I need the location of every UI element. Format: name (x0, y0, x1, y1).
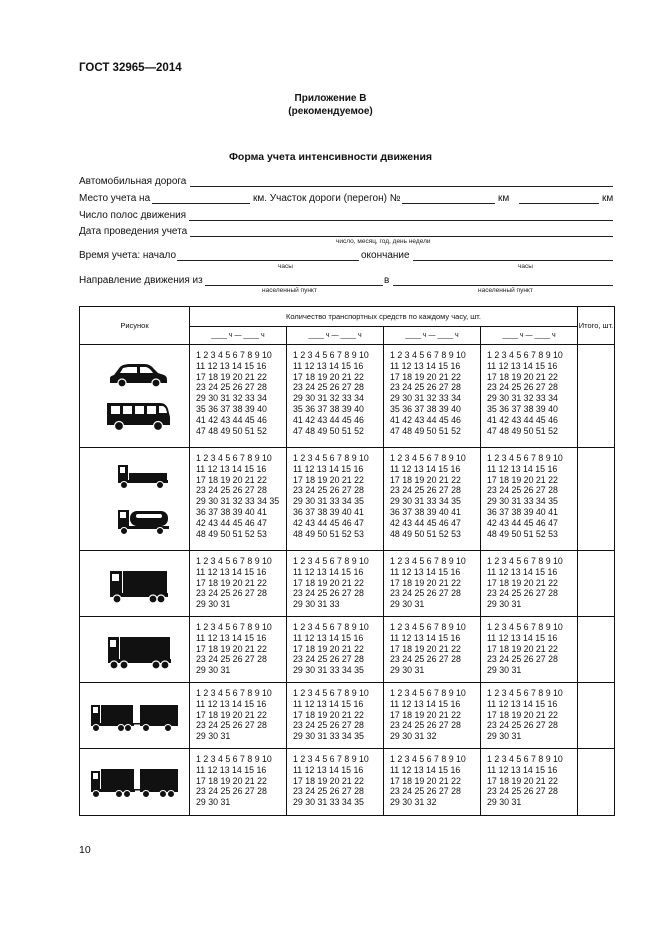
direction-from-label: Направление движения из (79, 275, 203, 286)
count-line: 11 12 13 14 15 16 (196, 632, 267, 643)
count-line: 23 24 25 26 27 28 (293, 654, 364, 665)
lanes-field[interactable] (189, 210, 613, 221)
count-line: 23 24 25 26 27 28 (487, 720, 558, 731)
count-line: 29 30 31 (390, 599, 425, 610)
light-truck-and-tanker-icon (90, 448, 180, 548)
count-line: 17 18 19 20 21 22 (293, 643, 364, 654)
count-line: 23 24 25 26 27 28 (390, 382, 461, 393)
count-line: 23 24 25 26 27 28 (487, 654, 558, 665)
col-total-header: Итого, шт. (578, 307, 615, 345)
vehicle-cell (80, 551, 190, 617)
count-grid[interactable] (481, 749, 577, 808)
count-line: 11 12 13 14 15 16 (196, 463, 267, 474)
count-line: 48 49 50 51 52 53 (487, 528, 558, 539)
count-line: 17 18 19 20 21 22 (390, 474, 461, 485)
count-line: 11 12 13 14 15 16 (487, 566, 558, 577)
count-grid[interactable] (384, 749, 480, 808)
count-line: 1 2 3 4 5 6 7 8 9 10 (487, 556, 563, 566)
truck-with-trailer-icon (85, 683, 185, 747)
count-line: 36 37 38 39 40 41 (196, 506, 267, 517)
count-grid[interactable] (384, 345, 480, 436)
segment-number-field[interactable] (402, 193, 495, 204)
table-row (80, 683, 615, 749)
time-end-caption: часы (518, 263, 533, 270)
count-grid[interactable] (481, 617, 577, 676)
count-cell[interactable] (190, 683, 287, 749)
date-field[interactable] (190, 226, 613, 237)
count-grid[interactable] (481, 551, 577, 610)
count-line: 23 24 25 26 27 28 (293, 786, 364, 797)
count-line: 1 2 3 4 5 6 7 8 9 10 (487, 350, 563, 360)
count-cell[interactable] (287, 345, 384, 448)
count-line: 29 30 31 33 34 35 (293, 496, 364, 507)
count-cell[interactable] (287, 749, 384, 816)
count-line: 11 12 13 14 15 16 (390, 463, 461, 474)
time-end-label: окончание (361, 250, 410, 261)
count-grid[interactable] (384, 683, 480, 742)
car-and-minibus-icon (90, 345, 180, 445)
count-line: 11 12 13 14 15 16 (390, 632, 461, 643)
count-line: 1 2 3 4 5 6 7 8 9 10 (196, 754, 272, 764)
count-line: 17 18 19 20 21 22 (390, 775, 461, 786)
count-line: 47 48 49 50 51 52 (390, 425, 461, 436)
date-label: Дата проведения учета (79, 226, 188, 237)
count-line: 11 12 13 14 15 16 (487, 698, 558, 709)
count-line: 36 37 38 39 40 41 (293, 506, 364, 517)
count-grid[interactable] (287, 683, 383, 742)
count-line: 1 2 3 4 5 6 7 8 9 10 (487, 622, 563, 632)
count-grid[interactable] (190, 683, 286, 742)
count-line: 17 18 19 20 21 22 (196, 371, 267, 382)
count-line: 23 24 25 26 27 28 (293, 588, 364, 599)
count-line: 11 12 13 14 15 16 (293, 632, 364, 643)
count-line: 1 2 3 4 5 6 7 8 9 10 (293, 350, 369, 360)
count-line: 23 24 25 26 27 28 (390, 588, 461, 599)
count-line: 36 37 38 39 40 41 (390, 506, 461, 517)
col-picture-header: Рисунок (80, 307, 190, 345)
count-line: 35 36 37 38 39 40 (390, 403, 461, 414)
count-line: 1 2 3 4 5 6 7 8 9 10 (390, 556, 466, 566)
col-count-header: Количество транспортных средств по каждому часу, шт. (190, 307, 578, 327)
count-line: 47 48 49 50 51 52 (487, 425, 558, 436)
place-row (79, 193, 614, 206)
vehicle-cell (80, 345, 190, 448)
total-cell[interactable] (578, 345, 615, 448)
count-line: 17 18 19 20 21 22 (293, 474, 364, 485)
table-row (80, 749, 615, 816)
count-line: 11 12 13 14 15 16 (390, 360, 461, 371)
count-line: 17 18 19 20 21 22 (196, 709, 267, 720)
count-line: 11 12 13 14 15 16 (390, 764, 461, 775)
count-line: 23 24 25 26 27 28 (293, 485, 364, 496)
count-line: 29 30 31 32 33 34 (196, 393, 267, 404)
time-start-label: Время учета: начало (79, 250, 177, 261)
count-line: 23 24 25 26 27 28 (390, 654, 461, 665)
km-label-1: км (498, 193, 510, 204)
count-line: 11 12 13 14 15 16 (390, 566, 461, 577)
count-line: 17 18 19 20 21 22 (196, 775, 267, 786)
vehicle-cell (80, 683, 190, 749)
count-cell[interactable] (287, 683, 384, 749)
date-caption: число, месяц, год, день недели (336, 238, 431, 245)
count-line: 1 2 3 4 5 6 7 8 9 10 (293, 622, 369, 632)
count-line: 29 30 31 33 34 35 (293, 731, 364, 742)
direction-to-field[interactable] (393, 275, 613, 286)
time-start-field[interactable] (177, 250, 359, 261)
heavy-truck-icon (90, 617, 180, 681)
count-line: 23 24 25 26 27 28 (196, 654, 267, 665)
lanes-label: Число полос движения (79, 210, 187, 221)
count-grid[interactable] (384, 551, 480, 610)
count-line: 17 18 19 20 21 22 (390, 643, 461, 654)
count-line: 11 12 13 14 15 16 (293, 764, 364, 775)
direction-to-label: в (384, 275, 390, 286)
count-cell[interactable] (190, 617, 287, 683)
count-cell[interactable] (481, 448, 578, 551)
count-grid[interactable] (287, 749, 383, 808)
count-line: 42 43 44 45 46 47 (487, 517, 558, 528)
segment-label: км. Участок дороги (перегон) № (253, 193, 401, 204)
count-line: 1 2 3 4 5 6 7 8 9 10 (196, 688, 272, 698)
count-line: 29 30 31 (196, 797, 231, 808)
count-cell[interactable] (481, 617, 578, 683)
count-line: 29 30 31 32 33 34 (487, 393, 558, 404)
standard-header: ГОСТ 32965—2014 (79, 62, 182, 74)
count-line: 29 30 31 33 34 35 (487, 496, 558, 507)
count-table (79, 306, 615, 816)
medium-truck-icon (90, 551, 180, 615)
count-line: 41 42 43 44 45 46 (196, 414, 267, 425)
count-line: 23 24 25 26 27 28 (293, 382, 364, 393)
from-settlement-caption: населенный пункт (262, 287, 317, 294)
count-line: 17 18 19 20 21 22 (196, 643, 267, 654)
count-line: 29 30 31 (196, 665, 231, 676)
to-settlement-caption: населенный пункт (478, 287, 533, 294)
vehicle-cell (80, 448, 190, 551)
count-cell[interactable] (384, 448, 481, 551)
count-cell[interactable] (384, 683, 481, 749)
count-line: 11 12 13 14 15 16 (196, 764, 267, 775)
count-line: 17 18 19 20 21 22 (293, 709, 364, 720)
count-line: 29 30 31 (390, 665, 425, 676)
page-number: 10 (79, 844, 91, 856)
count-grid[interactable] (287, 617, 383, 676)
hour-slot-2[interactable]: ____ ч — ____ ч (287, 327, 384, 345)
count-line: 11 12 13 14 15 16 (293, 463, 364, 474)
count-line: 1 2 3 4 5 6 7 8 9 10 (196, 350, 272, 360)
count-cell[interactable] (190, 345, 287, 448)
count-line: 41 42 43 44 45 46 (390, 414, 461, 425)
count-line: 17 18 19 20 21 22 (487, 474, 558, 485)
total-cell[interactable] (578, 617, 615, 683)
count-line: 1 2 3 4 5 6 7 8 9 10 (293, 754, 369, 764)
count-grid[interactable] (481, 683, 577, 742)
count-line: 48 49 50 51 52 53 (390, 528, 461, 539)
form-title: Форма учета интенсивности движения (228, 151, 433, 163)
count-grid[interactable] (190, 448, 286, 539)
count-line: 23 24 25 26 27 28 (487, 382, 558, 393)
count-line: 11 12 13 14 15 16 (487, 764, 558, 775)
count-cell[interactable] (384, 617, 481, 683)
appendix-title: Приложение В (294, 93, 367, 104)
count-line: 23 24 25 26 27 28 (196, 786, 267, 797)
place-km-field[interactable] (152, 193, 250, 204)
count-line: 29 30 31 (196, 599, 231, 610)
table-row (80, 448, 615, 551)
count-cell[interactable] (384, 749, 481, 816)
total-cell[interactable] (578, 683, 615, 749)
count-line: 41 42 43 44 45 46 (487, 414, 558, 425)
count-line: 42 43 44 45 46 47 (390, 517, 461, 528)
table-row (80, 345, 615, 448)
count-line: 17 18 19 20 21 22 (293, 577, 364, 588)
count-line: 11 12 13 14 15 16 (293, 566, 364, 577)
count-line: 1 2 3 4 5 6 7 8 9 10 (390, 754, 466, 764)
count-line: 17 18 19 20 21 22 (487, 775, 558, 786)
segment-km-field[interactable] (519, 193, 599, 204)
count-line: 23 24 25 26 27 28 (487, 786, 558, 797)
count-cell[interactable] (287, 551, 384, 617)
count-line: 17 18 19 20 21 22 (487, 371, 558, 382)
count-line: 11 12 13 14 15 16 (487, 463, 558, 474)
count-cell[interactable] (481, 345, 578, 448)
count-line: 29 30 31 33 34 35 (390, 496, 461, 507)
count-line: 47 48 49 50 51 52 (293, 425, 364, 436)
count-line: 42 43 44 45 46 47 (196, 517, 267, 528)
count-grid[interactable] (384, 617, 480, 676)
count-line: 29 30 31 32 (390, 731, 437, 742)
count-line: 47 48 49 50 51 52 (196, 425, 267, 436)
road-field[interactable] (190, 176, 613, 187)
total-cell[interactable] (578, 448, 615, 551)
road-train-icon (85, 749, 185, 813)
road-row (79, 176, 614, 189)
count-line: 29 30 31 33 34 35 (293, 797, 364, 808)
count-line: 29 30 31 32 33 34 (390, 393, 461, 404)
total-cell[interactable] (578, 551, 615, 617)
count-grid[interactable] (190, 749, 286, 808)
count-line: 11 12 13 14 15 16 (196, 698, 267, 709)
count-grid[interactable] (190, 617, 286, 676)
count-cell[interactable] (384, 345, 481, 448)
count-line: 29 30 31 32 33 34 35 (196, 496, 280, 507)
place-label: Место учета на (79, 193, 151, 204)
count-line: 42 43 44 45 46 47 (293, 517, 364, 528)
count-line: 17 18 19 20 21 22 (390, 709, 461, 720)
hour-slot-3[interactable]: ____ ч — ____ ч (384, 327, 481, 345)
count-grid[interactable] (287, 448, 383, 539)
count-line: 1 2 3 4 5 6 7 8 9 10 (196, 622, 272, 632)
count-line: 48 49 50 51 52 53 (293, 528, 364, 539)
count-grid[interactable] (481, 448, 577, 539)
count-grid[interactable] (384, 448, 480, 539)
count-line: 29 30 31 33 (293, 599, 340, 610)
count-line: 29 30 31 32 (390, 797, 437, 808)
count-line: 1 2 3 4 5 6 7 8 9 10 (293, 688, 369, 698)
count-line: 48 49 50 51 52 53 (196, 528, 267, 539)
count-line: 29 30 31 32 33 34 (293, 393, 364, 404)
count-line: 11 12 13 14 15 16 (293, 360, 364, 371)
direction-from-field[interactable] (205, 275, 383, 286)
count-line: 29 30 31 (487, 599, 522, 610)
hour-slot-4[interactable]: ____ ч — ____ ч (481, 327, 578, 345)
count-grid[interactable] (287, 345, 383, 436)
count-line: 1 2 3 4 5 6 7 8 9 10 (293, 453, 369, 463)
count-grid[interactable] (481, 345, 577, 436)
count-line: 17 18 19 20 21 22 (487, 643, 558, 654)
vehicle-cell (80, 617, 190, 683)
count-line: 23 24 25 26 27 28 (196, 485, 267, 496)
count-line: 11 12 13 14 15 16 (196, 360, 267, 371)
time-start-caption: часы (278, 263, 293, 270)
count-cell[interactable] (287, 617, 384, 683)
count-line: 1 2 3 4 5 6 7 8 9 10 (487, 688, 563, 698)
hour-slot-1[interactable]: ____ ч — ____ ч (190, 327, 287, 345)
count-line: 1 2 3 4 5 6 7 8 9 10 (390, 453, 466, 463)
count-line: 1 2 3 4 5 6 7 8 9 10 (196, 556, 272, 566)
count-line: 41 42 43 44 45 46 (293, 414, 364, 425)
count-cell[interactable] (384, 551, 481, 617)
count-cell[interactable] (481, 551, 578, 617)
count-line: 17 18 19 20 21 22 (293, 775, 364, 786)
count-line: 36 37 38 39 40 41 (487, 506, 558, 517)
count-grid[interactable] (190, 551, 286, 610)
km-label-2: км (602, 193, 614, 204)
count-line: 11 12 13 14 15 16 (487, 632, 558, 643)
road-label: Автомобильная дорога (79, 176, 187, 187)
count-line: 17 18 19 20 21 22 (487, 577, 558, 588)
count-line: 11 12 13 14 15 16 (196, 566, 267, 577)
count-line: 11 12 13 14 15 16 (487, 360, 558, 371)
count-line: 23 24 25 26 27 28 (390, 720, 461, 731)
count-line: 17 18 19 20 21 22 (196, 474, 267, 485)
count-line: 17 18 19 20 21 22 (390, 577, 461, 588)
count-line: 23 24 25 26 27 28 (390, 485, 461, 496)
count-line: 1 2 3 4 5 6 7 8 9 10 (390, 350, 466, 360)
table-row (80, 617, 615, 683)
appendix-note: (рекомендуемое) (288, 106, 373, 117)
lanes-row (79, 210, 614, 223)
count-line: 29 30 31 (487, 797, 522, 808)
count-line: 23 24 25 26 27 28 (196, 588, 267, 599)
count-cell[interactable] (190, 551, 287, 617)
count-line: 23 24 25 26 27 28 (196, 382, 267, 393)
count-line: 23 24 25 26 27 28 (487, 588, 558, 599)
count-line: 1 2 3 4 5 6 7 8 9 10 (487, 453, 563, 463)
vehicle-cell (80, 749, 190, 816)
count-line: 17 18 19 20 21 22 (390, 371, 461, 382)
count-line: 29 30 31 (196, 731, 231, 742)
count-line: 29 30 31 33 34 35 (293, 665, 364, 676)
count-grid[interactable] (287, 551, 383, 610)
count-cell[interactable] (190, 749, 287, 816)
count-line: 29 30 31 (487, 665, 522, 676)
count-line: 1 2 3 4 5 6 7 8 9 10 (390, 688, 466, 698)
count-grid[interactable] (190, 345, 286, 436)
count-line: 23 24 25 26 27 28 (196, 720, 267, 731)
count-cell[interactable] (287, 448, 384, 551)
count-line: 35 36 37 38 39 40 (196, 403, 267, 414)
direction-row (79, 275, 614, 288)
count-line: 23 24 25 26 27 28 (487, 485, 558, 496)
count-line: 23 24 25 26 27 28 (293, 720, 364, 731)
time-row (79, 250, 614, 263)
total-cell[interactable] (578, 749, 615, 816)
count-line: 11 12 13 14 15 16 (293, 698, 364, 709)
count-line: 17 18 19 20 21 22 (293, 371, 364, 382)
count-cell[interactable] (190, 448, 287, 551)
count-line: 1 2 3 4 5 6 7 8 9 10 (293, 556, 369, 566)
count-cell[interactable] (481, 683, 578, 749)
appendix-heading (0, 92, 661, 118)
count-line: 1 2 3 4 5 6 7 8 9 10 (487, 754, 563, 764)
count-line: 17 18 19 20 21 22 (487, 709, 558, 720)
count-line: 35 36 37 38 39 40 (487, 403, 558, 414)
count-line: 11 12 13 14 15 16 (390, 698, 461, 709)
time-end-field[interactable] (413, 250, 613, 261)
count-line: 29 30 31 (487, 731, 522, 742)
count-line: 35 36 37 38 39 40 (293, 403, 364, 414)
table-row (80, 551, 615, 617)
count-line: 23 24 25 26 27 28 (390, 786, 461, 797)
count-cell[interactable] (481, 749, 578, 816)
count-line: 17 18 19 20 21 22 (196, 577, 267, 588)
count-line: 1 2 3 4 5 6 7 8 9 10 (196, 453, 272, 463)
count-line: 1 2 3 4 5 6 7 8 9 10 (390, 622, 466, 632)
